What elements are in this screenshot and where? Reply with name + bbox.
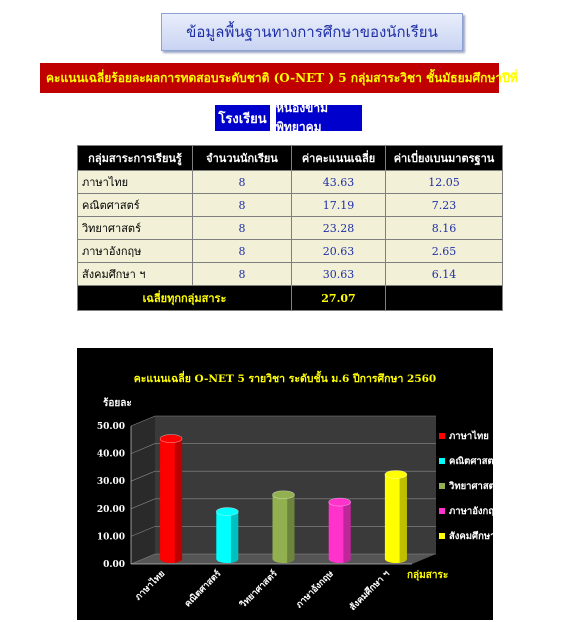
cell-sd: 8.16: [386, 217, 503, 240]
cell-subject: ภาษาอังกฤษ: [78, 240, 193, 263]
cell-subject: ภาษาไทย: [78, 171, 193, 194]
y-axis-label: ร้อยละ: [103, 398, 132, 409]
bar-top: [329, 498, 351, 506]
chart-bar: [385, 470, 407, 563]
bar-shade: [231, 512, 238, 563]
col-header-mean: ค่าคะแนนเฉลี่ย: [292, 146, 386, 171]
legend-item: สังคมศึกษา ฯ: [449, 531, 505, 542]
legend-item: ภาษาไทย: [449, 431, 489, 442]
col-header-subject: กลุ่มสาระการเรียนรู้: [78, 146, 193, 171]
chart-bar: [216, 508, 238, 563]
col-header-sd: ค่าเบี่ยงเบนมาตรฐาน: [386, 146, 503, 171]
cell-sd: 7.23: [386, 194, 503, 217]
table-row: [78, 171, 503, 194]
cell-students: 8: [193, 217, 292, 240]
bar-shade: [343, 502, 350, 563]
legend-swatch: [439, 483, 445, 489]
cell-sd: 6.14: [386, 263, 503, 286]
cell-mean: 20.63: [292, 240, 386, 263]
legend-swatch: [439, 433, 445, 439]
bar-shade: [400, 474, 407, 562]
average-value: 27.07: [292, 286, 386, 311]
legend-item: วิทยาศาสตร์: [449, 481, 500, 492]
bar-top: [273, 491, 295, 499]
x-axis-label: กลุ่มสาระ: [407, 570, 449, 581]
x-tick-label: สังคมศึกษา ฯ: [348, 569, 393, 614]
table-row: [78, 217, 503, 240]
cell-subject: คณิตศาสตร์: [78, 194, 193, 217]
average-empty: [386, 286, 503, 311]
bar-top: [385, 470, 407, 478]
bar-top: [216, 508, 238, 516]
chart-bar: [160, 435, 182, 563]
table-row: [78, 240, 503, 263]
cell-students: 8: [193, 240, 292, 263]
chart-bar: [329, 498, 351, 563]
onet-chart: [77, 348, 505, 620]
average-label: เฉลี่ยทุกกลุ่มสาระ: [78, 286, 292, 311]
cell-mean: 30.63: [292, 263, 386, 286]
y-tick-label: 50.00: [96, 422, 125, 432]
legend-item: ภาษาอังกฤษ: [449, 506, 501, 517]
cell-students: 8: [193, 263, 292, 286]
school-label: โรงเรียน: [215, 105, 270, 131]
table-row: [78, 194, 503, 217]
y-tick-label: 20.00: [96, 504, 125, 515]
cell-students: 8: [193, 194, 292, 217]
bar-top: [160, 435, 182, 443]
table-header-row: [78, 146, 503, 171]
x-tick-label: คณิตศาสตร์: [183, 569, 224, 610]
table-row: [78, 263, 503, 286]
page-title: ข้อมูลพื้นฐานทางการศึกษาของนักเรียน: [161, 13, 463, 51]
chart-bar: [273, 491, 295, 563]
cell-sd: 2.65: [386, 240, 503, 263]
legend-swatch: [439, 458, 445, 464]
bar-shade: [287, 495, 294, 563]
y-tick-label: 0.00: [103, 560, 125, 570]
chart-side-wall: [131, 416, 155, 564]
x-tick-label: วิทยาศาสตร์: [238, 569, 280, 611]
school-name: หนองขามพิทยาคม: [276, 105, 362, 131]
cell-mean: 17.19: [292, 194, 386, 217]
y-tick-label: 10.00: [96, 532, 125, 543]
x-tick-label: ภาษาอังกฤษ: [294, 569, 336, 611]
col-header-students: จำนวนนักเรียน: [193, 146, 292, 171]
average-row: [78, 286, 503, 311]
legend-swatch: [439, 508, 445, 514]
chart-svg: [77, 348, 505, 620]
y-tick-label: 30.00: [96, 477, 125, 488]
cell-mean: 23.28: [292, 217, 386, 240]
chart-title: คะแนนเฉลี่ย O-NET 5 รายวิชา ระดับชั้น ม.6 ปีการศึกษา 2560: [133, 373, 437, 385]
cell-students: 8: [193, 171, 292, 194]
cell-subject: วิทยาศาสตร์: [78, 217, 193, 240]
scores-table: [77, 145, 503, 311]
cell-mean: 43.63: [292, 171, 386, 194]
bar-shade: [175, 439, 182, 563]
cell-sd: 12.05: [386, 171, 503, 194]
x-tick-label: ภาษาไทย: [133, 569, 168, 603]
cell-subject: สังคมศึกษา ฯ: [78, 263, 193, 286]
legend-swatch: [439, 533, 445, 539]
legend-item: คณิตศาสตร์: [449, 456, 499, 467]
y-tick-label: 40.00: [96, 449, 125, 460]
onet-banner: คะแนนเฉลี่ยร้อยละผลการทดสอบระดับชาติ (O-NET ) 5 กลุ่มสาระวิชา ชั้นมัธยมศึกษาปีที่: [40, 63, 499, 93]
